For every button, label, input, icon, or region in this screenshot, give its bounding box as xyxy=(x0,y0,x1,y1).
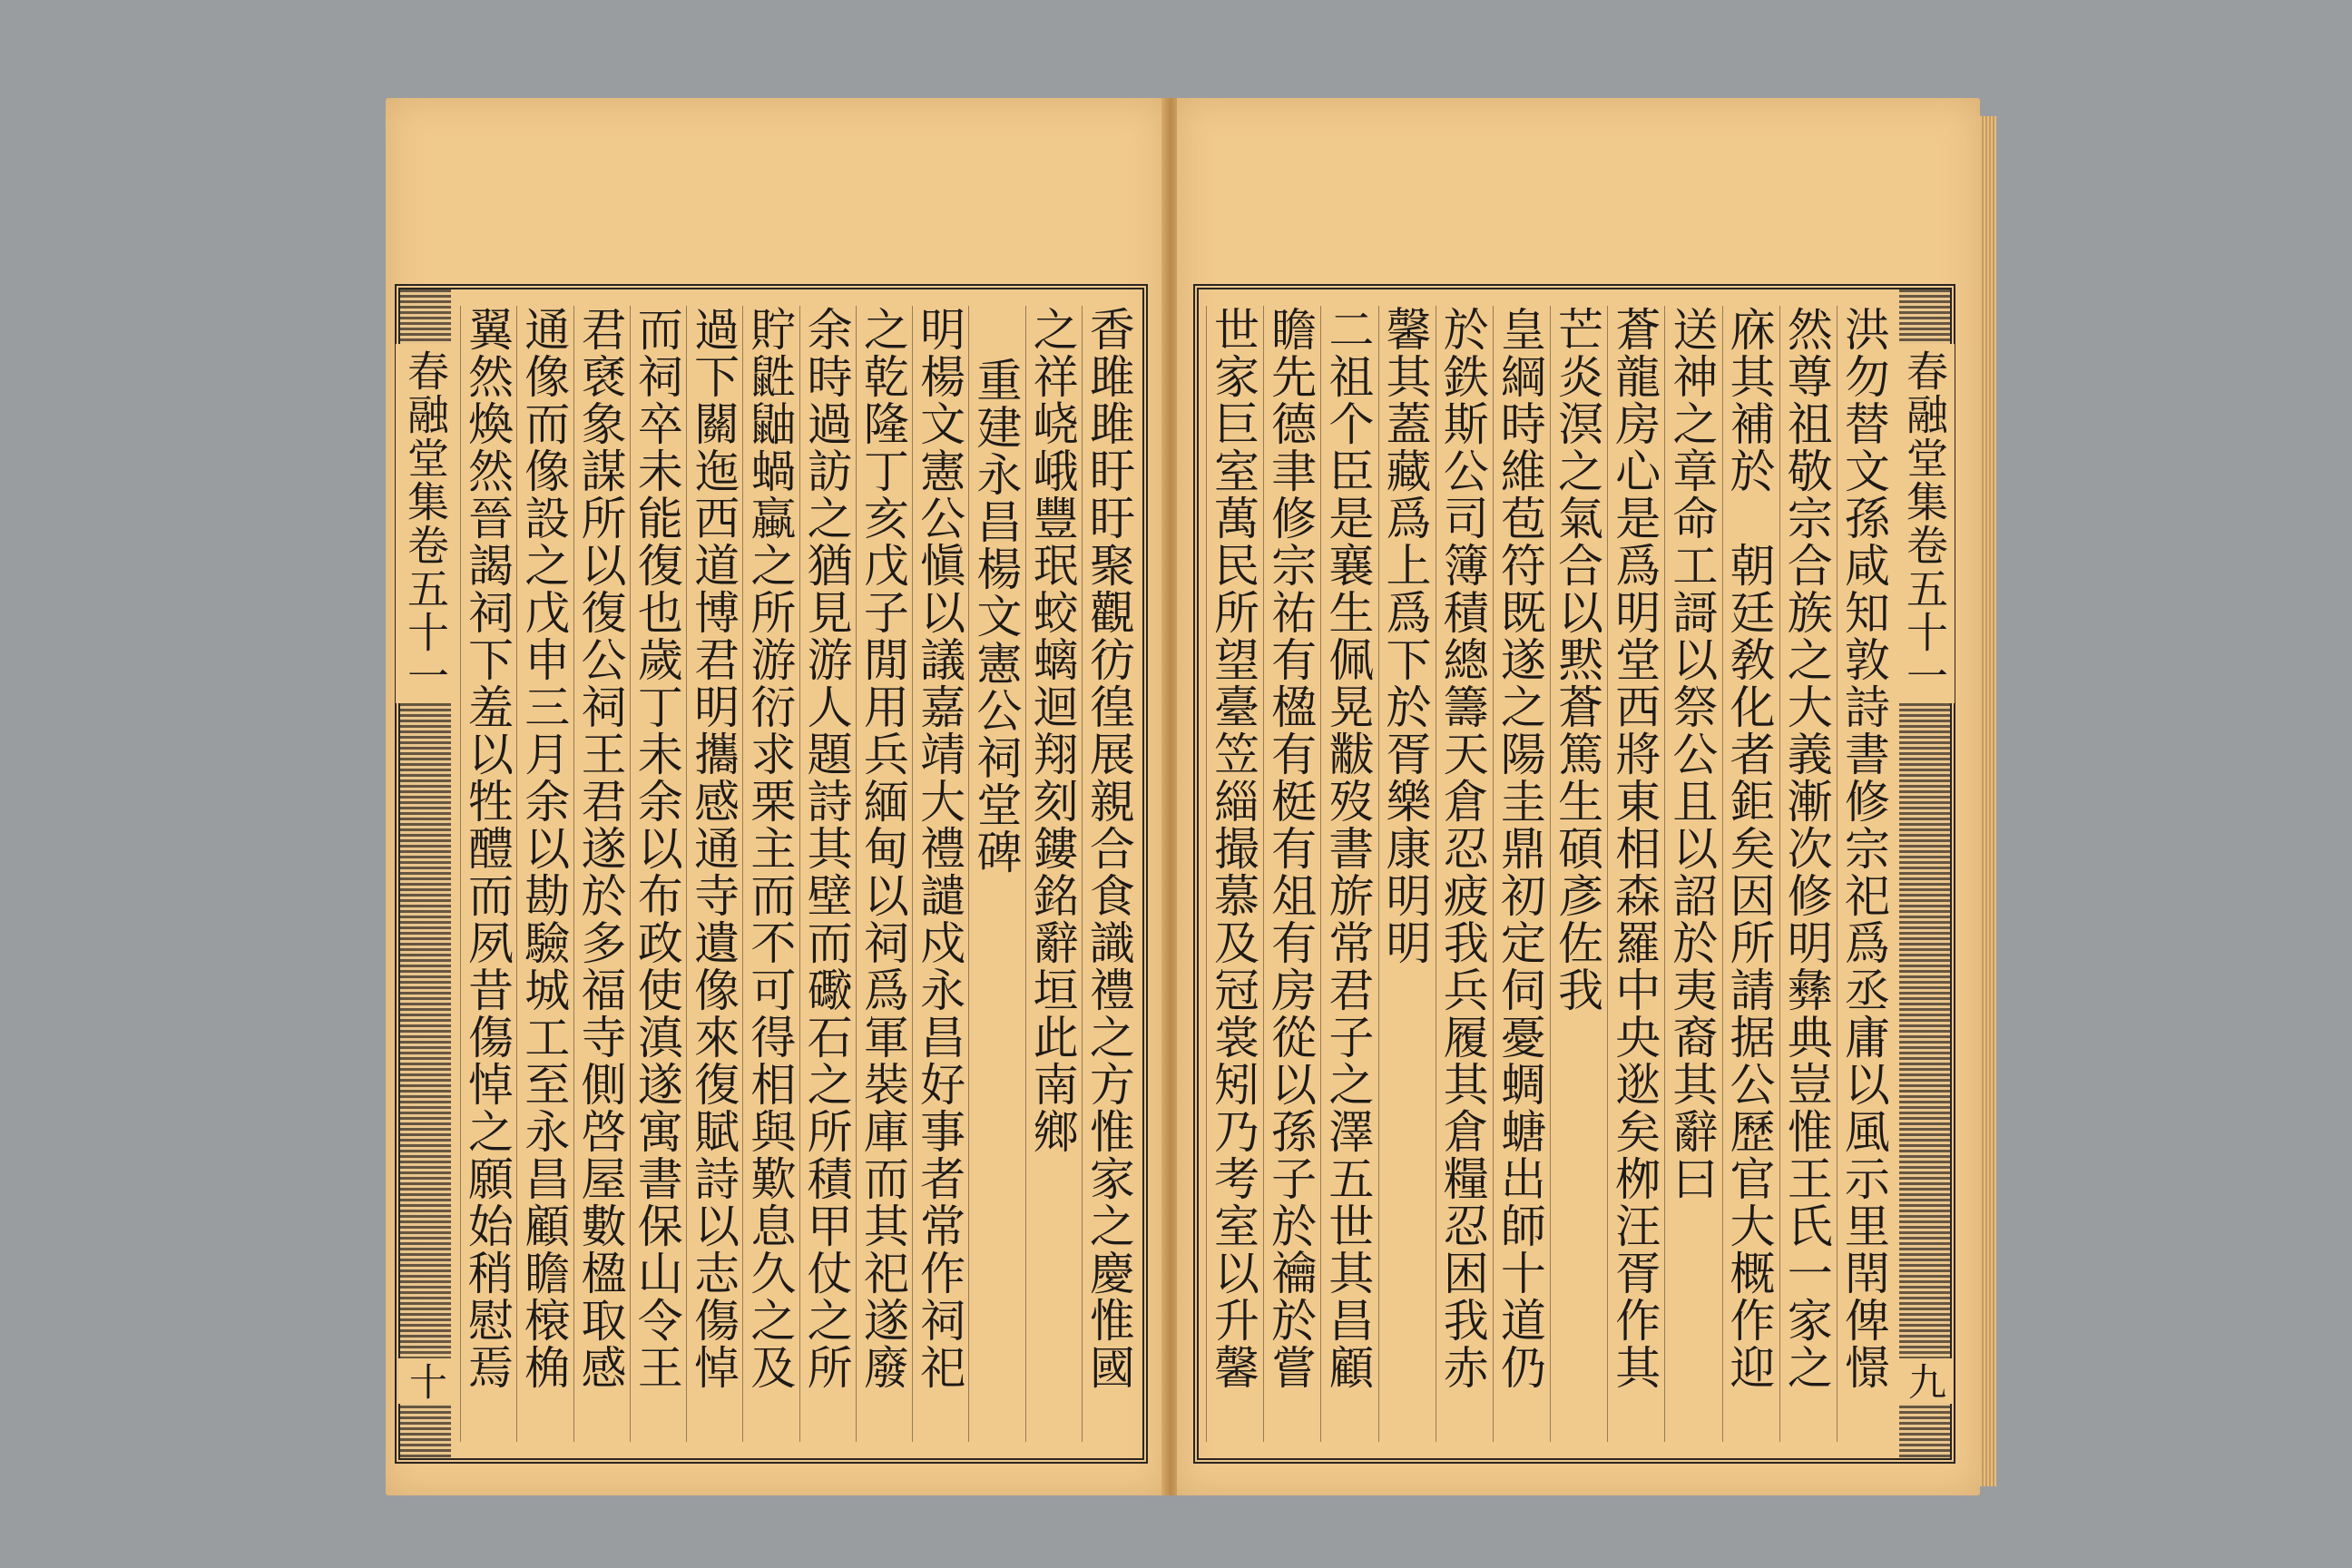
right-margin-column xyxy=(1899,344,1950,1404)
text-column: 蒼龍房心是爲明堂西將東相森羅中央逖矣栁汪胥作其 xyxy=(1607,306,1661,1442)
text-column: 庥其補於 朝廷敎化者鉅矣因所請据公歷官大概作迎 xyxy=(1722,306,1776,1442)
section-heading: 重建永昌楊文憲公祠堂碑 xyxy=(968,306,1022,1442)
text-column: 香雎雎盱盱聚觀彷徨展親合食識禮之方惟家之慶惟國 xyxy=(1082,306,1135,1442)
text-column: 洪勿替文孫咸知敦詩書修宗祀爲丞庸以風示里閈俾憬 xyxy=(1837,306,1890,1442)
text-column: 馨其蓋藏爲上爲下於胥樂康明明 xyxy=(1378,306,1432,1442)
text-column: 過下關迤西道博君明攜感通寺遺像來復賦詩以志傷悼 xyxy=(686,306,740,1442)
text-column: 余時過訪之猶見游人題詩其壁而礮石之所積甲仗之所 xyxy=(799,306,853,1442)
left-text-columns xyxy=(460,306,1135,1442)
left-page-number: 十 xyxy=(398,1358,453,1404)
right-page-number: 九 xyxy=(1897,1358,1952,1404)
right-running-title: 春融堂集卷五十一 xyxy=(1895,344,1955,703)
text-column: 翼然煥然晉謁祠下羞以牲醴而夙昔傷悼之願始稍慰焉 xyxy=(460,306,514,1442)
book-spread xyxy=(386,98,1983,1495)
text-column: 皇綱時維苞符既遂之陽圭鼎初定伺憂蜩螗出師十道仍 xyxy=(1493,306,1546,1442)
text-column: 君褎象謀所以復公祠王君遂於多福寺側啓屋數楹取感 xyxy=(573,306,627,1442)
text-column: 之祥峣峨豐珉蛟螭迴翔刻鏤銘辭垣此南鄉 xyxy=(1025,306,1079,1442)
text-column: 然尊祖敬宗合族之大義漸次修明彝典豈惟王氏一家之 xyxy=(1779,306,1833,1442)
text-column: 之乾隆丁亥戊子閒用兵緬甸以祠爲軍裝庫而其祀遂廢 xyxy=(856,306,909,1442)
page-edges xyxy=(1980,116,1996,1486)
text-column: 世家巨室萬民所望臺笠緇撮慕及冠裳矧乃考室以升馨 xyxy=(1206,306,1259,1442)
text-column: 通像而像設之戊申三月余以勘驗城工至永昌顧瞻榱桷 xyxy=(516,306,570,1442)
text-column: 瞻先德聿修宗祐有楹有梃有俎有房從以孫子於禴於嘗 xyxy=(1263,306,1317,1442)
text-column: 二祖个臣是襄生佩晃黻歿書旂常君子之澤五世其昌顧 xyxy=(1320,306,1374,1442)
text-column: 明楊文憲公愼以議嘉靖大禮譴戍永昌好事者常作祠祀 xyxy=(912,306,965,1442)
text-column: 貯鼪鼬蝸蠃之所游衍求栗主而不可得相與歎息久之及 xyxy=(742,306,796,1442)
left-page xyxy=(386,98,1166,1495)
right-text-columns xyxy=(1206,306,1890,1442)
text-column: 而祠卒未能復也歲丁未余以布政使滇遂寓書保山令王 xyxy=(630,306,683,1442)
left-running-title: 春融堂集卷五十一 xyxy=(396,344,456,703)
left-text-frame xyxy=(395,284,1148,1464)
left-margin-column xyxy=(400,344,451,1404)
text-column: 芒炎溟之氣合以黙蒼篤生碩彥佐我 xyxy=(1550,306,1603,1442)
right-text-frame xyxy=(1193,284,1955,1464)
text-column: 於鉄斯公司簿積總籌天倉忍疲我兵履其倉糧忍困我赤 xyxy=(1436,306,1489,1442)
text-column: 送神之章命工謌以祭公且以詔於夷裔其辭曰 xyxy=(1664,306,1718,1442)
